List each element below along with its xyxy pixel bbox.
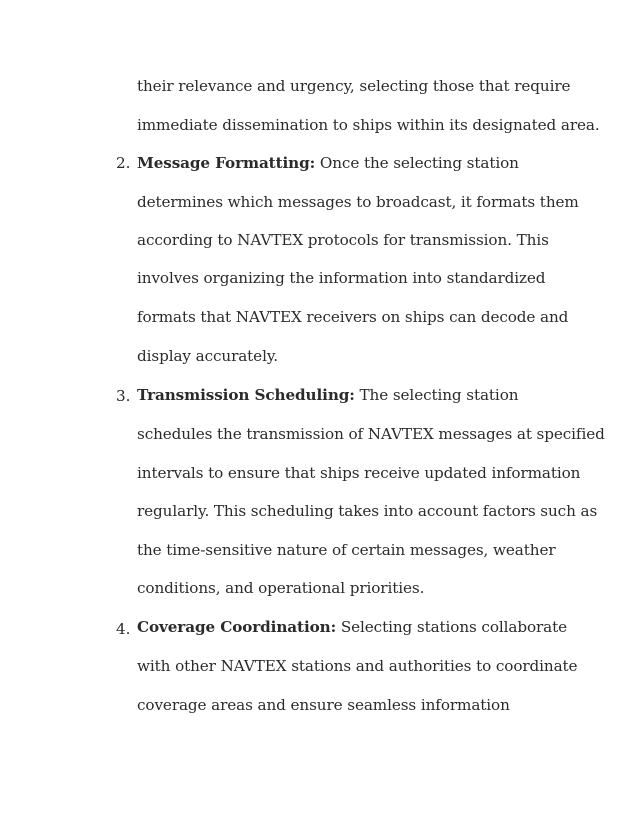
list-number: 4. <box>116 620 131 638</box>
text-line: immediate dissemination to ships within its designated area. <box>137 116 600 134</box>
list-item-first-line <box>137 153 519 173</box>
text-line: determines which messages to broadcast, it formats them <box>137 193 579 211</box>
list-number: 2. <box>116 154 131 172</box>
text-line: conditions, and operational priorities. <box>137 579 425 597</box>
text-line: intervals to ensure that ships receive updated information <box>137 464 581 482</box>
text-line: schedules the transmission of NAVTEX messages at specified <box>137 425 605 443</box>
text-line: with other NAVTEX stations and authorities to coordinate <box>137 657 578 675</box>
list-item-text: Selecting stations collaborate <box>336 618 568 636</box>
text-line: involves organizing the information into standardized <box>137 269 546 287</box>
text-line: formats that NAVTEX receivers on ships can decode and <box>137 308 569 326</box>
text-line: display accurately. <box>137 347 279 365</box>
text-line: their relevance and urgency, selecting those that require <box>137 77 571 95</box>
list-item-text: Once the selecting station <box>315 154 519 172</box>
list-item-term: Coverage Coordination: <box>137 618 337 636</box>
list-number: 3. <box>116 387 131 405</box>
text-line: regularly. This scheduling takes into account factors such as <box>137 502 598 520</box>
text-line: the time-sensitive nature of certain messages, weather <box>137 541 556 559</box>
text-line: according to NAVTEX protocols for transmission. This <box>137 231 549 249</box>
list-item-first-line <box>137 385 518 405</box>
list-item-term: Message Formatting: <box>137 154 316 172</box>
text-line: coverage areas and ensure seamless information <box>137 696 510 714</box>
list-item-text: The selecting station <box>354 386 519 404</box>
list-item-term: Transmission Scheduling: <box>137 386 355 404</box>
list-item-first-line <box>137 617 567 637</box>
